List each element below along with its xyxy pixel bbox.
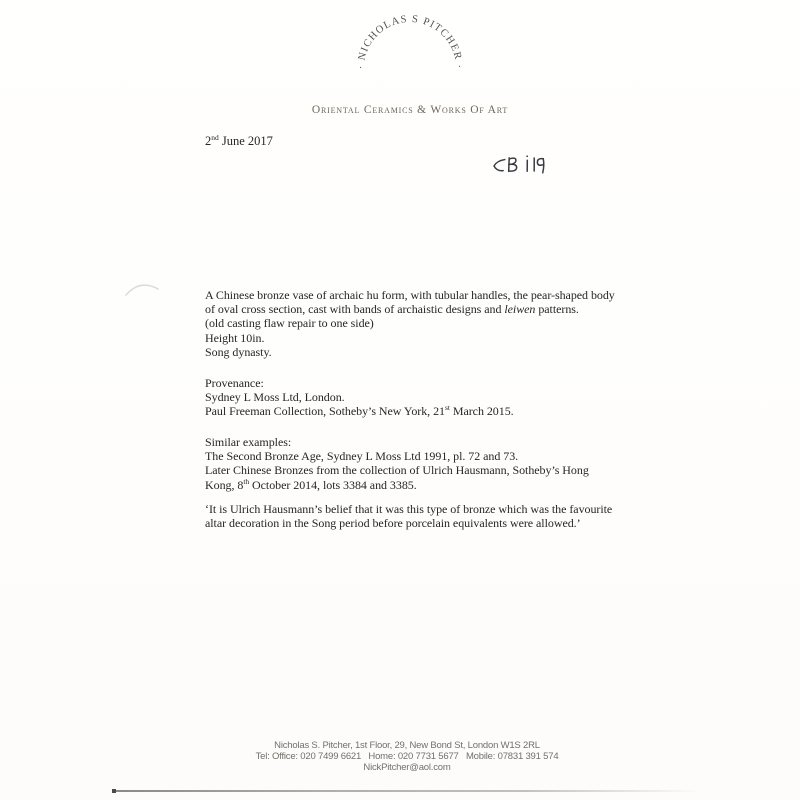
- footer-phones: Tel: Office: 020 7499 6621 Home: 020 7731 5677 Mobile: 07831 391 574: [255, 751, 559, 762]
- text-line: [205, 302, 635, 316]
- text-line: [205, 404, 635, 418]
- text-run: Paul Freeman Collection, Sotheby’s New York, 21: [205, 404, 445, 419]
- handwriting-stroke: [527, 160, 528, 171]
- text-run: Kong, 8: [205, 477, 244, 492]
- date-ordinal: nd: [211, 132, 219, 142]
- handwriting-stroke: [537, 159, 543, 166]
- letterhead-arc-textpath: · NICHOLAS S PITCHER ·: [355, 13, 465, 70]
- text-line: Height 10in.: [205, 330, 265, 345]
- section-heading: Provenance:: [205, 376, 264, 390]
- text-line: The Second Bronze Age, Sydney L Moss Ltd 1991, pl. 72 and 73.: [205, 449, 519, 464]
- italic-term: leiwen: [504, 302, 536, 317]
- scan-edge-rule: [114, 790, 700, 792]
- text-line: altar decoration in the Song period before porcelain equivalents were allowed.’: [205, 516, 581, 531]
- date-day: 2: [205, 134, 212, 148]
- section-heading: Similar examples:: [205, 435, 292, 449]
- date-rest: June 2017: [218, 134, 273, 148]
- text-run: of oval cross section, cast with bands of archaistic designs and: [205, 302, 505, 317]
- handwriting-stroke: [508, 164, 516, 171]
- text-run: patterns.: [535, 302, 579, 317]
- handwritten-annotation-cb119: [488, 149, 553, 183]
- letterhead-subtitle: Oriental Ceramics & Works Of Art: [311, 104, 509, 116]
- text-line: Later Chinese Bronzes from the collection of Ulrich Hausmann, Sotheby’s Hong: [205, 463, 589, 478]
- similar-examples-section: [205, 435, 635, 492]
- text-run: March 2015.: [449, 404, 514, 419]
- text-line: ‘It is Ulrich Hausmann’s belief that it was this type of bronze which was the favourite: [205, 502, 613, 516]
- text-line: A Chinese bronze vase of archaic hu form, with tubular handles, the pear-shaped body: [205, 288, 615, 302]
- quotation-paragraph: [205, 502, 635, 530]
- footer-email: NickPitcher@aol.com: [363, 762, 451, 773]
- letterhead-footer: [7, 740, 800, 773]
- provenance-section: [205, 376, 635, 419]
- ordinal-suffix: st: [444, 403, 450, 413]
- letterhead-logo: [346, 6, 474, 82]
- ordinal-suffix: th: [243, 476, 250, 486]
- handwriting-stroke: [494, 160, 505, 171]
- curl-arc: [126, 285, 158, 295]
- page-curl-mark: [124, 277, 164, 301]
- text-line: (old casting flaw repair to one side): [205, 316, 374, 331]
- handwriting-stroke: [542, 159, 544, 173]
- letter-date: [205, 134, 273, 149]
- handwriting-dot: [526, 155, 528, 157]
- text-line: [205, 478, 635, 492]
- letterhead-arc-text: [356, 14, 464, 69]
- description-paragraph: [205, 288, 635, 359]
- text-run: October 2014, lots 3384 and 3385.: [249, 477, 417, 492]
- scan-edge-tick: [112, 789, 116, 793]
- handwriting-stroke: [534, 158, 535, 171]
- text-line: Sydney L Moss Ltd, London.: [205, 390, 345, 405]
- footer-address: Nicholas S. Pitcher, 1st Floor, 29, New Bond St, London W1S 2RL: [274, 740, 540, 751]
- text-line: Song dynasty.: [205, 344, 272, 359]
- scan-edge-line: [112, 789, 698, 792]
